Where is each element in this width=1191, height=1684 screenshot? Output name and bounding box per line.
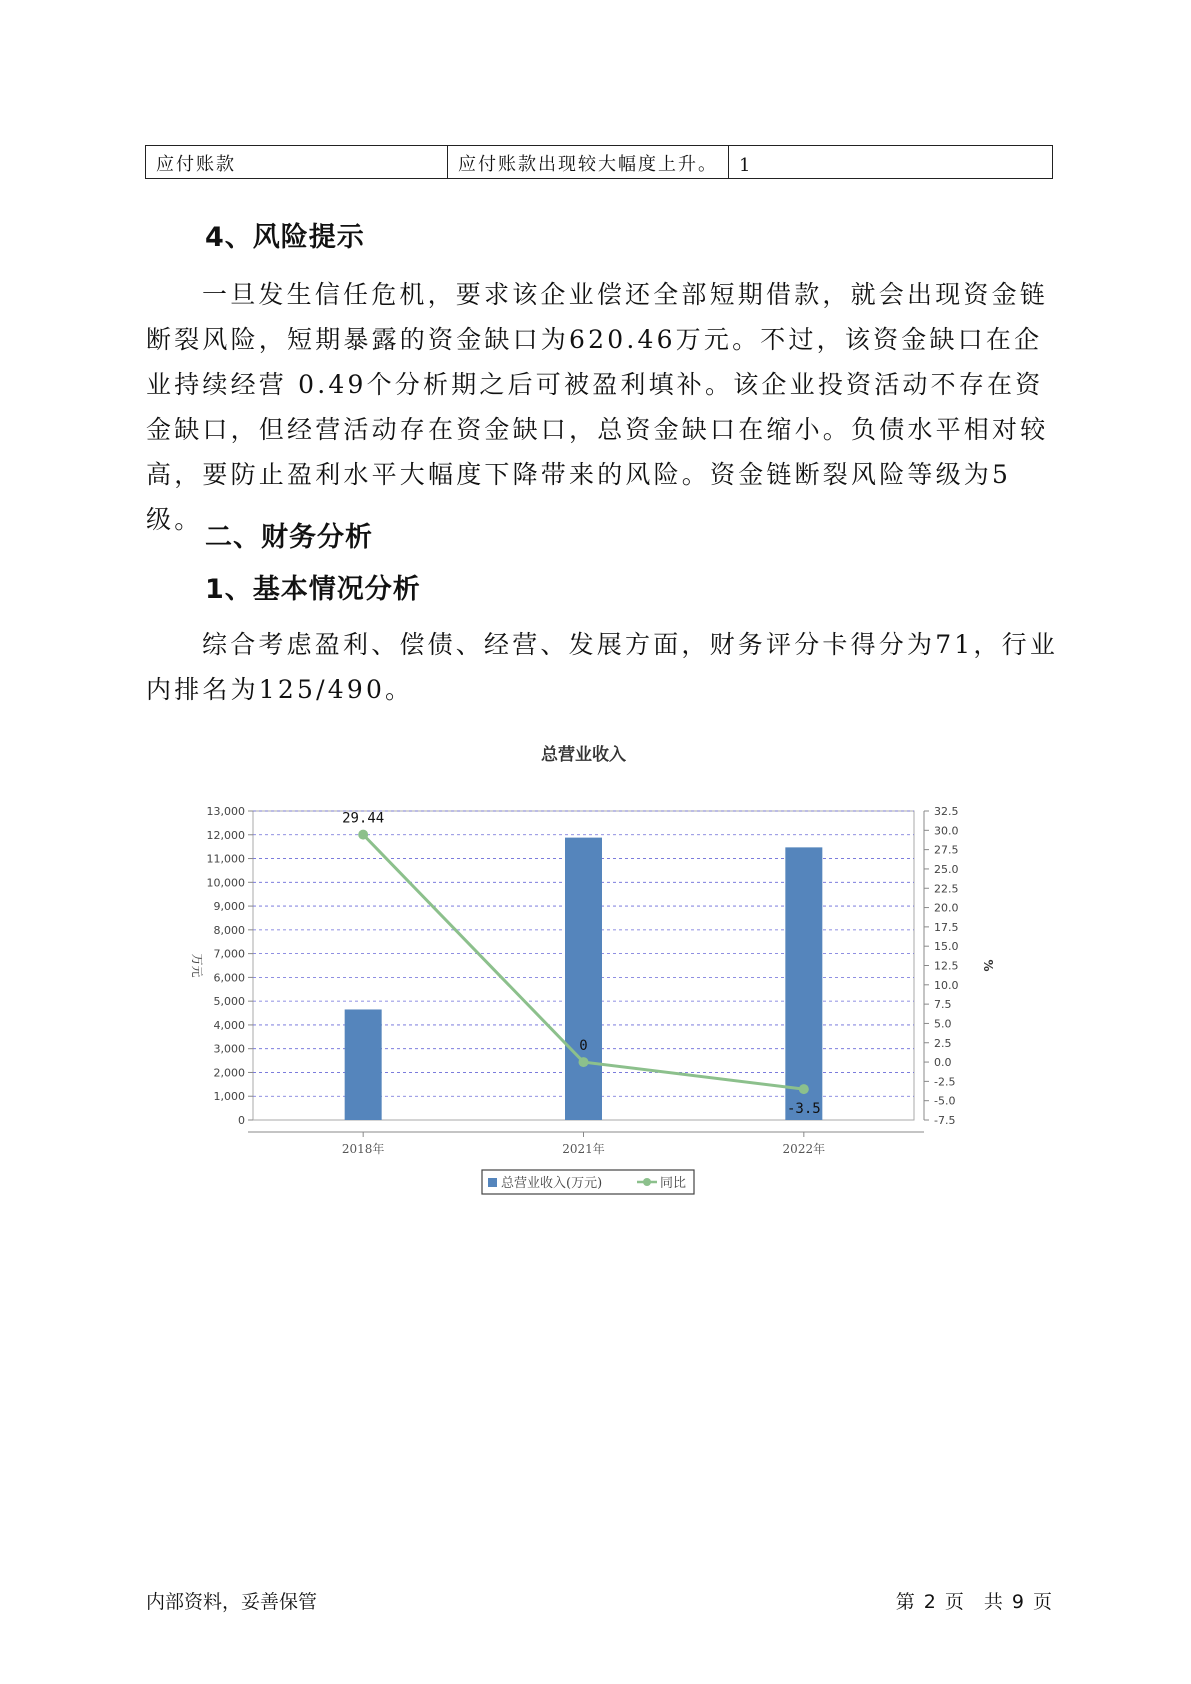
y2-tick-label: -2.5 xyxy=(934,1075,956,1089)
yoy-point xyxy=(799,1084,809,1094)
footer-confidential: 内部资料，妥善保管 xyxy=(146,1591,318,1613)
y2-tick-label: 27.5 xyxy=(934,843,959,857)
y2-tick-label: 7.5 xyxy=(934,998,952,1012)
x-tick-label: 2018年 xyxy=(341,1142,385,1156)
legend-line-marker xyxy=(643,1178,651,1186)
y-tick-label: 8,000 xyxy=(213,923,245,937)
y-tick-label: 3,000 xyxy=(213,1042,245,1056)
y-tick-label: 12,000 xyxy=(206,828,245,842)
table-cell-item: 应付账款 xyxy=(146,146,448,179)
y-tick-label: 0 xyxy=(238,1114,245,1127)
y-tick-label: 5,000 xyxy=(213,995,245,1009)
y2-axis-label: % xyxy=(981,959,995,972)
table-row xyxy=(146,146,1053,179)
revenue-chart xyxy=(180,735,1030,1205)
y2-tick-label: 10.0 xyxy=(934,978,959,992)
y2-tick-label: 17.5 xyxy=(934,920,959,934)
y-tick-label: 9,000 xyxy=(213,900,245,914)
finance-heading: 二、财务分析 xyxy=(205,522,373,553)
bar-2018年 xyxy=(345,1009,382,1120)
y2-tick-label: -5.0 xyxy=(934,1094,956,1108)
yoy-point xyxy=(358,830,368,840)
basic-paragraph: 综合考虑盈利、偿债、经营、发展方面，财务评分卡得分为71，行业内排名为125/490。 xyxy=(146,630,1059,704)
yoy-point xyxy=(579,1057,589,1067)
y2-tick-label: 0.0 xyxy=(934,1056,952,1070)
bar-2021年 xyxy=(565,838,602,1120)
total-prefix: 共 xyxy=(983,1591,1004,1613)
chart-title: 总营业收入 xyxy=(541,745,626,765)
y2-tick-label: 5.0 xyxy=(934,1017,952,1031)
risk-paragraph: 一旦发生信任危机，要求该企业偿还全部短期借款，就会出现资金链断裂风险，短期暴露的资金缺口为620.46万元。不过，该资金缺口在企业持续经营 0.49个分析期之后可被盈利填补。该企业投资活动不存在资金缺口，但经营活动存在资金缺口，总资金缺口在缩小。负债水平相对较高，要防止盈利水平大幅度下降带来的风险。资金链断裂风险等级为5级。 xyxy=(146,280,1049,534)
footer-page-info xyxy=(896,1587,1053,1614)
y2-tick-label: 25.0 xyxy=(934,862,959,876)
risk-heading: 4、风险提示 xyxy=(205,222,365,253)
legend-line-label: 同比 xyxy=(660,1176,687,1191)
y-tick-label: 7,000 xyxy=(213,947,245,961)
y2-tick-label: 20.0 xyxy=(934,901,959,915)
page-number: 2 xyxy=(923,1591,937,1613)
table-cell-description: 应付账款出现较大幅度上升。 xyxy=(448,146,729,179)
y-tick-label: 1,000 xyxy=(213,1090,245,1104)
x-tick-label: 2022年 xyxy=(782,1142,826,1156)
y2-tick-label: 32.5 xyxy=(934,805,959,818)
y-tick-label: 2,000 xyxy=(213,1066,245,1080)
page-prefix: 第 xyxy=(895,1591,916,1613)
y-tick-label: 6,000 xyxy=(213,971,245,985)
y2-tick-label: 12.5 xyxy=(934,959,959,973)
y2-tick-label: 2.5 xyxy=(934,1036,952,1050)
y2-tick-label: 22.5 xyxy=(934,882,959,896)
total-pages: 9 xyxy=(1011,1591,1025,1613)
y-axis-label: 万元 xyxy=(190,953,204,978)
page-unit: 页 xyxy=(944,1591,965,1613)
y2-tick-label: 15.0 xyxy=(934,940,959,954)
yoy-data-label: 0 xyxy=(579,1038,588,1055)
x-tick-label: 2021年 xyxy=(562,1142,605,1156)
y2-tick-label: 30.0 xyxy=(934,824,959,838)
y2-tick-label: -7.5 xyxy=(934,1114,956,1127)
legend-bar-swatch xyxy=(488,1178,497,1187)
table-cell-score: 1 xyxy=(729,146,1053,179)
y-tick-label: 13,000 xyxy=(206,805,245,818)
y-tick-label: 10,000 xyxy=(206,876,245,890)
legend-bar-label: 总营业收入(万元) xyxy=(501,1176,603,1191)
bar-2022年 xyxy=(785,847,822,1120)
yoy-data-label: 29.44 xyxy=(342,810,385,827)
y-tick-label: 4,000 xyxy=(213,1018,245,1032)
y-tick-label: 11,000 xyxy=(206,852,245,866)
summary-table xyxy=(145,145,1053,179)
basic-heading: 1、基本情况分析 xyxy=(205,574,421,605)
yoy-data-label: -3.5 xyxy=(786,1101,821,1118)
total-unit: 页 xyxy=(1032,1591,1053,1613)
